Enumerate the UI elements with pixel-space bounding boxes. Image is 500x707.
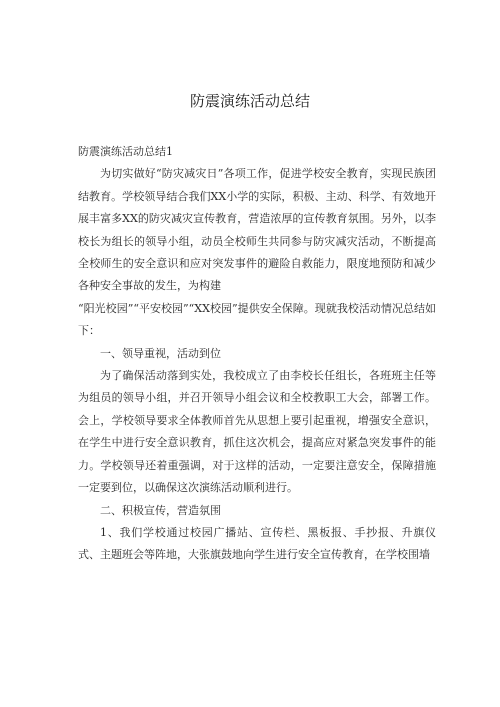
paragraph-intro-continued: “阳光校园”“平安校园”“XX校园”提供安全保障。现就我校活动情况总结如下： bbox=[78, 301, 436, 338]
document-body bbox=[78, 141, 436, 567]
section-heading-2: 二、积极宣传，营造氛围 bbox=[100, 503, 221, 517]
paragraph-section-2: 1、我们学校通过校园广播站、宣传栏、黑板报、手抄报、升旗仪式、主题班会等阵地，大张旗鼓地向学生进行安全宣传教育，在学校围墙 bbox=[78, 525, 436, 562]
section-subtitle: 防震演练活动总结1 bbox=[78, 145, 173, 158]
paragraph-intro: 为切实做好“防灾减灾日”各项工作，促进学校安全教育，实现民族团结教育。学校领导结合我们XX小学的实际，积极、主动、科学、有效地开展丰富多XX的防灾减灾宣传教育，营造浓厚的宣传教育氛围。另外，以李校长为组长的领导小组，动员全校师生共同参与防灾减灾活动，不断提高全校师生的安全意识和应对突发事件的避险自救能力，限度地预防和减少各种安全事故的发生，为构建 bbox=[78, 167, 436, 293]
paragraph-section-1: 为了确保活动落到实处，我校成立了由李校长任组长，各班班主任等为组员的领导小组，并召开领导小组会议和全校教职工大会，部署工作。会上，学校领导要求全体教师首先从思想上要引起重视，增强安全意识，在学生中进行安全意识教育，抓住这次机会，提高应对紧急突发事件的能力。学校领导还着重强调，对于这样的活动，一定要注意安全，保障措施一定要到位，以确保这次演练活动顺利进行。 bbox=[78, 369, 436, 495]
document-title: 防震演练活动总结 bbox=[189, 92, 310, 110]
section-heading-1: 一、领导重视，活动到位 bbox=[100, 346, 221, 360]
